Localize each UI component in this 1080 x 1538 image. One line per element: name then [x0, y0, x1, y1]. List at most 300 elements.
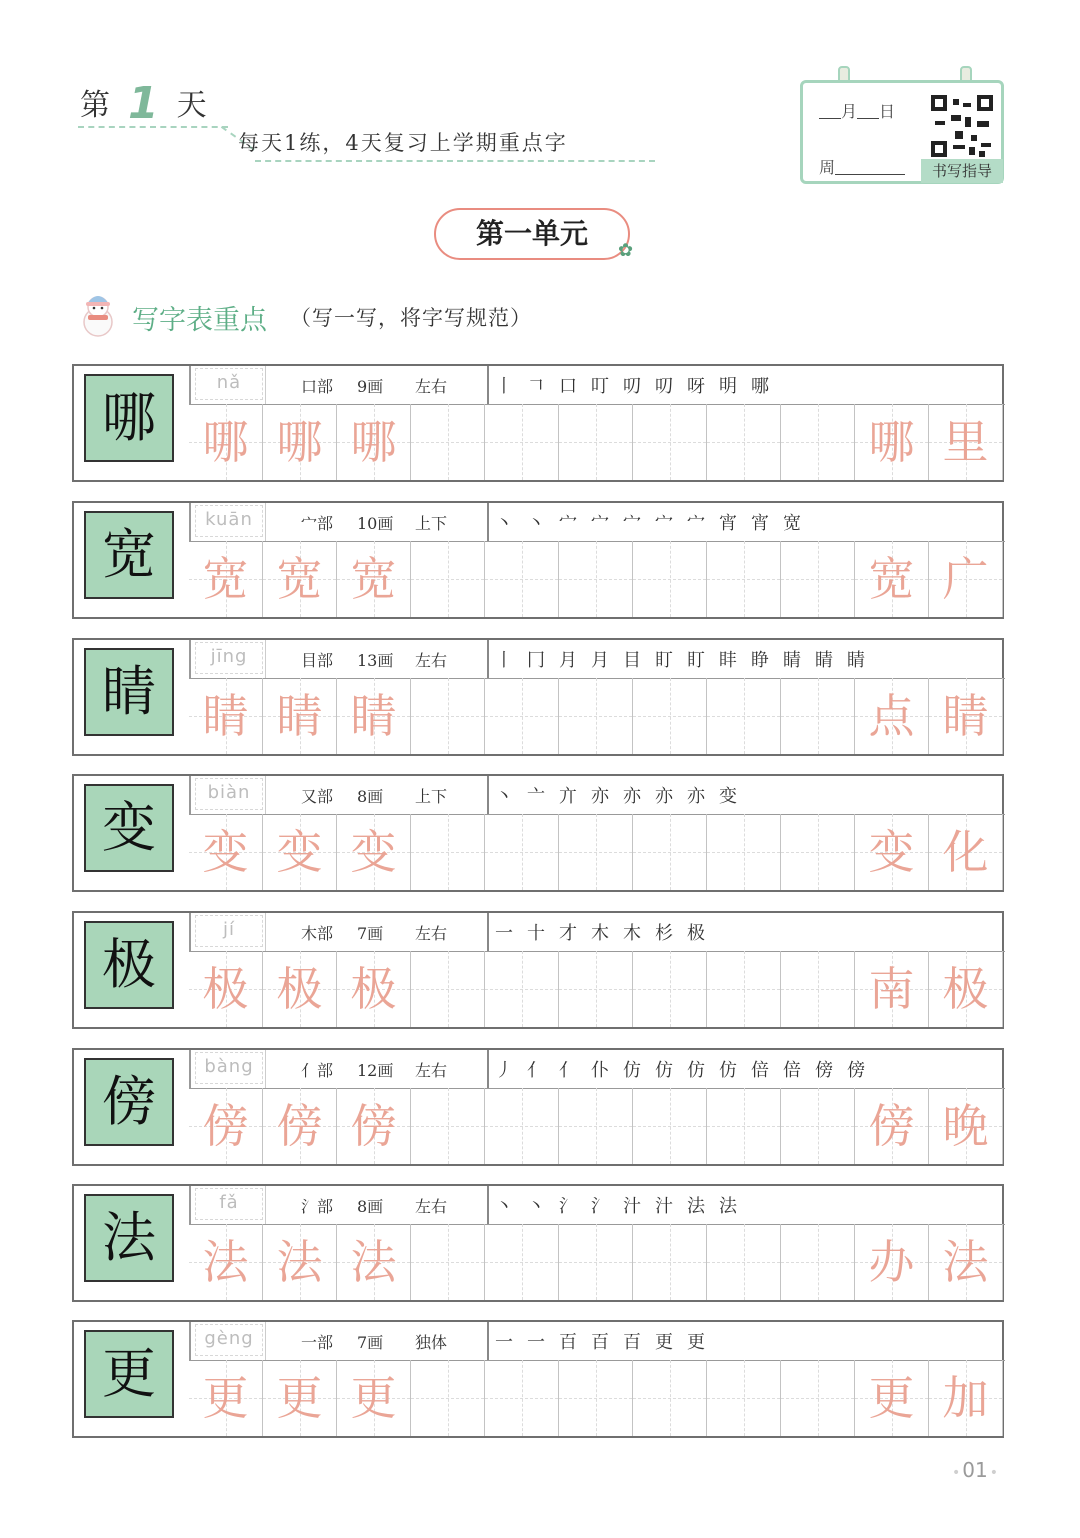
stroke-step: 盽	[719, 650, 737, 671]
radical: 一部	[301, 1333, 334, 1352]
writing-cell[interactable]	[559, 1224, 633, 1300]
stroke-step: 睛	[847, 650, 865, 671]
stroke-step: 变	[719, 786, 737, 807]
trace-character: 法	[202, 1235, 249, 1289]
trace-character: 哪	[276, 415, 323, 469]
stroke-step: 傍	[847, 1060, 865, 1081]
stroke-step: 更	[687, 1332, 705, 1353]
stroke-step: 目	[623, 650, 641, 671]
stroke-step: 叮	[591, 376, 609, 397]
trace-character: 更	[276, 1371, 323, 1425]
word-character: 睛	[942, 689, 989, 743]
stroke-order	[495, 509, 995, 539]
pinyin: kuān	[195, 505, 263, 537]
pinyin: biàn	[195, 778, 263, 810]
character-row	[72, 1184, 1004, 1302]
snowman-icon	[74, 290, 122, 338]
stroke-order	[495, 372, 995, 402]
stroke-step: 呀	[687, 376, 705, 397]
divider	[265, 913, 266, 951]
divider	[487, 366, 489, 404]
writing-grid	[189, 678, 1004, 754]
stroke-step: 叨	[623, 376, 641, 397]
stroke-count: 10画	[357, 514, 394, 533]
writing-cell[interactable]	[929, 951, 1003, 1027]
divider	[265, 776, 266, 814]
writing-cell[interactable]	[263, 541, 337, 617]
writing-cell[interactable]	[707, 814, 781, 890]
writing-cell[interactable]	[633, 1088, 707, 1164]
writing-cell[interactable]	[559, 404, 633, 480]
character-row	[72, 638, 1004, 756]
stroke-step: 十	[527, 923, 545, 944]
writing-cell[interactable]	[781, 814, 855, 890]
stroke-step: 汁	[655, 1196, 673, 1217]
trace-character: 更	[202, 1371, 249, 1425]
trace-character: 法	[276, 1235, 323, 1289]
word-character: 点	[868, 689, 915, 743]
character-row	[72, 774, 1004, 892]
writing-cell[interactable]	[337, 404, 411, 480]
writing-cell[interactable]	[707, 1088, 781, 1164]
writing-cell[interactable]	[781, 1224, 855, 1300]
writing-cell[interactable]	[929, 814, 1003, 890]
writing-cell[interactable]	[263, 1360, 337, 1436]
divider	[487, 913, 489, 951]
radical: 木部	[301, 924, 334, 943]
word-character: 里	[942, 415, 989, 469]
stroke-step: 法	[687, 1196, 705, 1217]
trace-character: 极	[276, 962, 323, 1016]
stroke-step: 倍	[783, 1060, 801, 1081]
stroke-step: 宀	[655, 513, 673, 534]
stroke-step: 亻	[559, 1060, 577, 1081]
model-character: 极	[84, 921, 174, 1009]
calendar-card	[800, 80, 1004, 184]
writing-cell[interactable]	[263, 814, 337, 890]
writing-cell[interactable]	[633, 1224, 707, 1300]
writing-cell[interactable]	[633, 814, 707, 890]
word-character: 办	[868, 1235, 915, 1289]
model-character: 哪	[84, 374, 174, 462]
writing-cell[interactable]	[781, 678, 855, 754]
writing-cell[interactable]	[411, 814, 485, 890]
day-number: 1	[128, 78, 159, 129]
header-divider-2	[255, 160, 655, 162]
model-character: 睛	[84, 648, 174, 736]
trace-character: 傍	[276, 1099, 323, 1153]
word-character: 更	[868, 1371, 915, 1425]
character-row	[72, 501, 1004, 619]
writing-cell[interactable]	[189, 814, 263, 890]
writing-cell[interactable]	[189, 1360, 263, 1436]
stroke-step: 仿	[719, 1060, 737, 1081]
stroke-step: 宀	[687, 513, 705, 534]
writing-cell[interactable]	[633, 404, 707, 480]
stroke-order	[495, 919, 995, 949]
writing-cell[interactable]	[337, 1224, 411, 1300]
pinyin: nǎ	[195, 368, 263, 400]
writing-cell[interactable]	[189, 1224, 263, 1300]
trace-character: 更	[350, 1371, 397, 1425]
stroke-step: 百	[591, 1332, 609, 1353]
writing-cell[interactable]	[411, 1224, 485, 1300]
writing-cell[interactable]	[189, 678, 263, 754]
stroke-step: 极	[687, 923, 705, 944]
stroke-step: 宵	[751, 513, 769, 534]
stroke-step: 丨	[495, 376, 513, 397]
writing-cell[interactable]	[707, 541, 781, 617]
writing-cell[interactable]	[855, 1088, 929, 1164]
trace-character: 变	[350, 825, 397, 879]
structure: 上下	[415, 787, 448, 806]
character-info-bar	[189, 776, 1005, 815]
writing-cell[interactable]	[411, 678, 485, 754]
page-number: • 01 •	[950, 1458, 1000, 1482]
stroke-order	[495, 1056, 995, 1086]
header-divider	[78, 126, 228, 128]
writing-cell[interactable]	[411, 1088, 485, 1164]
divider	[265, 366, 266, 404]
writing-cell[interactable]	[263, 404, 337, 480]
divider	[487, 503, 489, 541]
day-heading: 第 1 天	[80, 78, 207, 129]
model-character: 法	[84, 1194, 174, 1282]
writing-cell[interactable]	[707, 951, 781, 1027]
divider	[265, 1186, 266, 1224]
trace-character: 宽	[202, 552, 249, 606]
writing-grid	[189, 951, 1004, 1027]
trace-character: 哪	[350, 415, 397, 469]
writing-grid	[189, 1224, 1004, 1300]
writing-cell[interactable]	[559, 678, 633, 754]
stroke-step: 睛	[783, 650, 801, 671]
writing-cell[interactable]	[337, 951, 411, 1027]
stroke-step: 法	[719, 1196, 737, 1217]
pinyin: fǎ	[195, 1188, 263, 1220]
stroke-step: 倍	[751, 1060, 769, 1081]
writing-cell[interactable]	[929, 1360, 1003, 1436]
writing-cell[interactable]	[189, 1088, 263, 1164]
stroke-step: 睛	[815, 650, 833, 671]
character-info-bar	[189, 640, 1005, 679]
character-info-bar	[189, 913, 1005, 952]
stroke-step: 仿	[655, 1060, 673, 1081]
trace-character: 哪	[202, 415, 249, 469]
trace-character: 傍	[202, 1099, 249, 1153]
writing-cell[interactable]	[263, 1224, 337, 1300]
word-character: 哪	[868, 415, 915, 469]
writing-cell[interactable]	[855, 1224, 929, 1300]
stroke-step: 一	[495, 1332, 513, 1353]
stroke-count: 7画	[357, 1333, 384, 1352]
structure: 左右	[415, 924, 448, 943]
writing-cell[interactable]	[559, 541, 633, 617]
stroke-step: 𠃍	[527, 376, 545, 397]
writing-cell[interactable]	[189, 404, 263, 480]
trace-character: 极	[202, 962, 249, 1016]
stroke-step: 氵	[591, 1196, 609, 1217]
date-field[interactable]: 月 日	[819, 99, 895, 122]
word-character: 晚	[942, 1099, 989, 1153]
writing-grid	[189, 814, 1004, 890]
stroke-step: 亦	[655, 786, 673, 807]
writing-cell[interactable]	[411, 541, 485, 617]
divider	[487, 1322, 489, 1360]
stroke-step: 氵	[559, 1196, 577, 1217]
stroke-step: 一	[495, 923, 513, 944]
stroke-step: 亻	[527, 1060, 545, 1081]
writing-cell[interactable]	[855, 1360, 929, 1436]
writing-cell[interactable]	[559, 814, 633, 890]
word-character: 加	[942, 1371, 989, 1425]
radical: 亻部	[301, 1061, 334, 1080]
stroke-step: 木	[623, 923, 641, 944]
stroke-step: 盯	[687, 650, 705, 671]
radical: 宀部	[301, 514, 334, 533]
writing-cell[interactable]	[485, 404, 559, 480]
character-row	[72, 911, 1004, 1029]
model-character: 变	[84, 784, 174, 872]
writing-cell[interactable]	[485, 1360, 559, 1436]
stroke-step: 亦	[687, 786, 705, 807]
stroke-step: 杉	[655, 923, 673, 944]
divider	[487, 640, 489, 678]
stroke-step: 冂	[527, 650, 545, 671]
writing-cell[interactable]	[707, 678, 781, 754]
writing-cell[interactable]	[337, 814, 411, 890]
divider	[265, 640, 266, 678]
writing-cell[interactable]	[781, 1360, 855, 1436]
trace-character: 宽	[276, 552, 323, 606]
trace-character: 宽	[350, 552, 397, 606]
character-info-bar	[189, 1322, 1005, 1361]
model-character: 傍	[84, 1058, 174, 1146]
writing-cell[interactable]	[929, 1224, 1003, 1300]
writing-grid	[189, 1088, 1004, 1164]
word-character: 南	[868, 962, 915, 1016]
divider	[265, 1050, 266, 1088]
word-character: 广	[942, 552, 989, 606]
word-character: 法	[942, 1235, 989, 1289]
writing-cell[interactable]	[485, 541, 559, 617]
writing-cell[interactable]	[411, 404, 485, 480]
writing-cell[interactable]	[337, 678, 411, 754]
word-character: 宽	[868, 552, 915, 606]
writing-cell[interactable]	[707, 1360, 781, 1436]
stroke-step: 一	[527, 1332, 545, 1353]
character-row	[72, 364, 1004, 482]
stroke-step: 傍	[815, 1060, 833, 1081]
stroke-step: 口	[559, 376, 577, 397]
week-field[interactable]: 周	[819, 155, 905, 178]
character-info-bar	[189, 366, 1005, 405]
writing-cell[interactable]	[263, 951, 337, 1027]
writing-cell[interactable]	[559, 1360, 633, 1436]
structure: 独体	[415, 1333, 448, 1352]
writing-cell[interactable]	[633, 678, 707, 754]
writing-cell[interactable]	[855, 814, 929, 890]
stroke-count: 12画	[357, 1061, 394, 1080]
stroke-step: 亦	[591, 786, 609, 807]
writing-cell[interactable]	[189, 951, 263, 1027]
radical: 又部	[301, 787, 334, 806]
writing-cell[interactable]	[707, 1224, 781, 1300]
writing-cell[interactable]	[633, 1360, 707, 1436]
unit-title: 第一单元	[434, 208, 630, 260]
stroke-step: 宵	[719, 513, 737, 534]
stroke-step: 丶	[495, 513, 513, 534]
trace-character: 睛	[276, 689, 323, 743]
stroke-step: 盯	[655, 650, 673, 671]
trace-character: 睛	[350, 689, 397, 743]
stroke-step: 宀	[591, 513, 609, 534]
section-note: （写一写，将字写规范）	[290, 306, 532, 330]
stroke-count: 8画	[357, 787, 384, 806]
stroke-step: 丶	[495, 1196, 513, 1217]
trace-character: 变	[202, 825, 249, 879]
trace-character: 法	[350, 1235, 397, 1289]
stroke-step: 丶	[495, 786, 513, 807]
stroke-step: 丶	[527, 1196, 545, 1217]
stroke-step: 仿	[687, 1060, 705, 1081]
pinyin: jí	[195, 915, 263, 947]
stroke-step: 仿	[623, 1060, 641, 1081]
stroke-order	[495, 782, 995, 812]
stroke-order	[495, 1328, 995, 1358]
stroke-step: 丶	[527, 513, 545, 534]
stroke-step: 亣	[559, 786, 577, 807]
word-character: 傍	[868, 1099, 915, 1153]
structure: 左右	[415, 1197, 448, 1216]
writing-cell[interactable]	[559, 1088, 633, 1164]
radical: 目部	[301, 651, 334, 670]
structure: 左右	[415, 377, 448, 396]
writing-cell[interactable]	[855, 541, 929, 617]
writing-cell[interactable]	[189, 541, 263, 617]
divider	[265, 1322, 266, 1360]
divider	[487, 776, 489, 814]
stroke-step: 更	[655, 1332, 673, 1353]
character-info-bar	[189, 1050, 1005, 1089]
writing-cell[interactable]	[485, 1224, 559, 1300]
writing-cell[interactable]	[263, 1088, 337, 1164]
writing-cell[interactable]	[337, 1088, 411, 1164]
pinyin: bàng	[195, 1052, 263, 1084]
writing-guide-label[interactable]: 书写指导	[921, 159, 1003, 183]
stroke-count: 8画	[357, 1197, 384, 1216]
writing-cell[interactable]	[781, 1088, 855, 1164]
word-character: 变	[868, 825, 915, 879]
writing-cell[interactable]	[929, 678, 1003, 754]
writing-grid	[189, 404, 1004, 480]
writing-cell[interactable]	[929, 1088, 1003, 1164]
stroke-step: 才	[559, 923, 577, 944]
stroke-step: 宽	[783, 513, 801, 534]
trace-character: 傍	[350, 1099, 397, 1153]
radical: 口部	[301, 377, 334, 396]
writing-grid	[189, 541, 1004, 617]
stroke-step: 月	[591, 650, 609, 671]
model-character: 更	[84, 1330, 174, 1418]
writing-cell[interactable]	[855, 951, 929, 1027]
stroke-step: 明	[719, 376, 737, 397]
writing-cell[interactable]	[781, 404, 855, 480]
writing-cell[interactable]	[855, 404, 929, 480]
divider	[265, 503, 266, 541]
writing-cell[interactable]	[485, 678, 559, 754]
stroke-step: 百	[559, 1332, 577, 1353]
stroke-order	[495, 646, 995, 676]
writing-cell[interactable]	[485, 814, 559, 890]
word-character: 极	[942, 962, 989, 1016]
writing-cell[interactable]	[855, 678, 929, 754]
stroke-step: 宀	[623, 513, 641, 534]
stroke-step: 丨	[495, 650, 513, 671]
stroke-step: 仆	[591, 1060, 609, 1081]
qr-code-icon[interactable]	[931, 95, 993, 157]
structure: 上下	[415, 514, 448, 533]
writing-cell[interactable]	[337, 541, 411, 617]
stroke-step: 木	[591, 923, 609, 944]
writing-cell[interactable]	[707, 404, 781, 480]
model-character: 宽	[84, 511, 174, 599]
writing-cell[interactable]	[929, 404, 1003, 480]
writing-cell[interactable]	[411, 1360, 485, 1436]
stroke-step: 宀	[559, 513, 577, 534]
stroke-count: 7画	[357, 924, 384, 943]
stroke-step: 汁	[623, 1196, 641, 1217]
writing-cell[interactable]	[781, 951, 855, 1027]
trace-character: 睛	[202, 689, 249, 743]
stroke-order	[495, 1192, 995, 1222]
writing-cell[interactable]	[485, 951, 559, 1027]
divider	[487, 1050, 489, 1088]
writing-cell[interactable]	[411, 951, 485, 1027]
writing-cell[interactable]	[485, 1088, 559, 1164]
character-info-bar	[189, 503, 1005, 542]
structure: 左右	[415, 1061, 448, 1080]
writing-cell[interactable]	[633, 951, 707, 1027]
structure: 左右	[415, 651, 448, 670]
section-title: 写字表重点	[132, 305, 267, 336]
writing-grid	[189, 1360, 1004, 1436]
writing-cell[interactable]	[929, 541, 1003, 617]
stroke-step: 睁	[751, 650, 769, 671]
stroke-step: 哪	[751, 376, 769, 397]
character-info-bar	[189, 1186, 1005, 1225]
stroke-step: 百	[623, 1332, 641, 1353]
writing-cell[interactable]	[633, 541, 707, 617]
header-subtitle: 每天1练，4天复习上学期重点字	[238, 131, 568, 155]
writing-cell[interactable]	[263, 678, 337, 754]
trace-character: 极	[350, 962, 397, 1016]
writing-cell[interactable]	[781, 541, 855, 617]
radical: 氵部	[301, 1197, 334, 1216]
divider	[487, 1186, 489, 1224]
character-row	[72, 1048, 1004, 1166]
trace-character: 变	[276, 825, 323, 879]
flower-decoration-icon: ✿	[618, 240, 634, 261]
stroke-step: 叨	[655, 376, 673, 397]
writing-cell[interactable]	[559, 951, 633, 1027]
stroke-step: 亠	[527, 786, 545, 807]
stroke-count: 13画	[357, 651, 394, 670]
writing-cell[interactable]	[337, 1360, 411, 1436]
pinyin: jīng	[195, 642, 263, 674]
pinyin: gèng	[195, 1324, 263, 1356]
character-row	[72, 1320, 1004, 1438]
